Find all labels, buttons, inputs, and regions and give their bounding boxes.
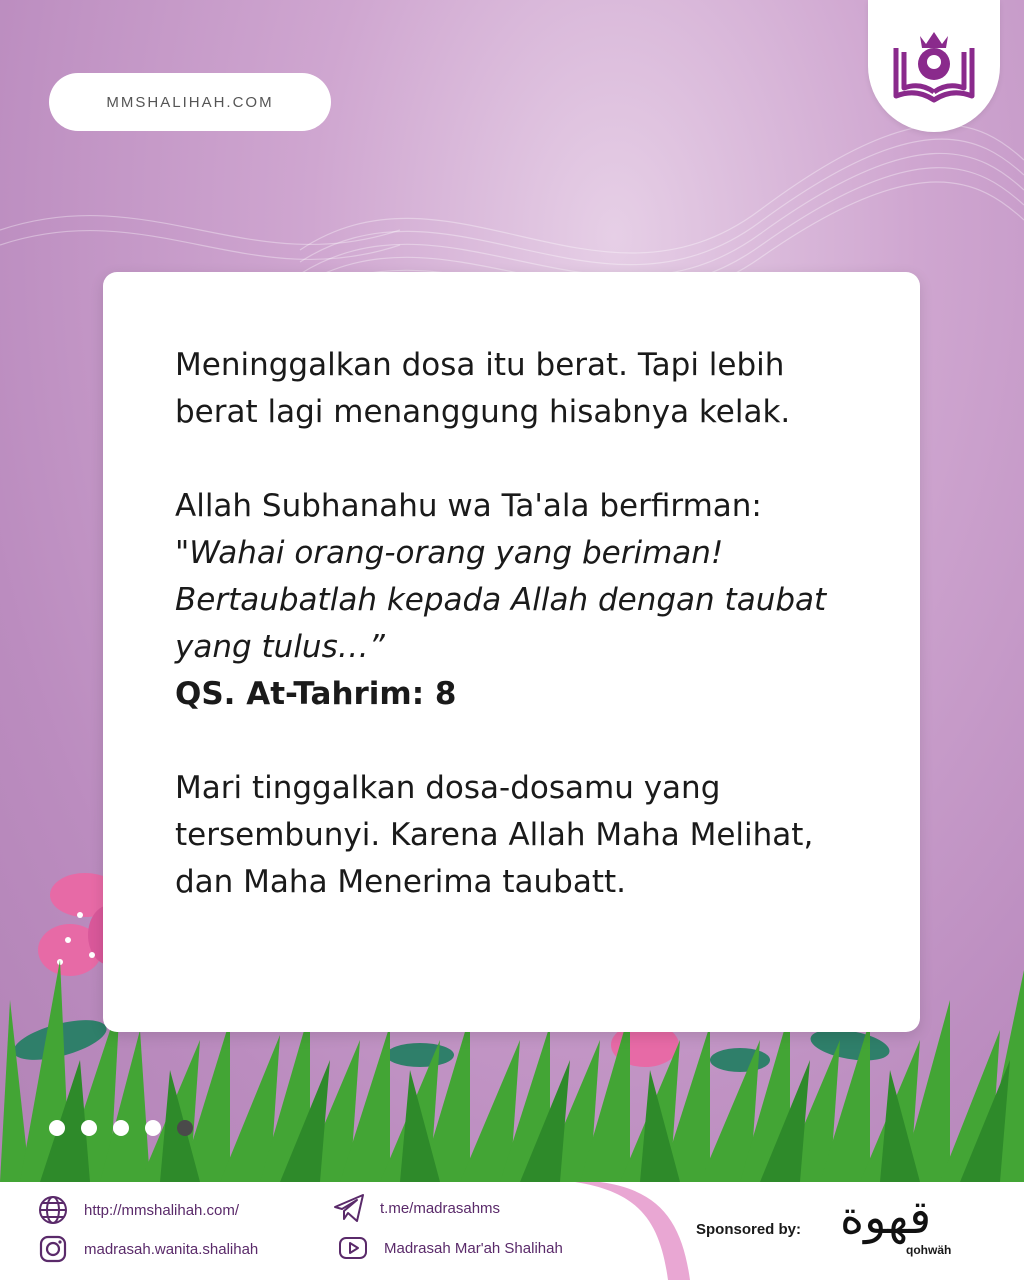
page-dot-2[interactable]: [81, 1120, 97, 1136]
globe-icon: [36, 1193, 70, 1227]
closing-paragraph: Mari tinggalkan dosa-dosamu yang tersembunyi. Karena Allah Maha Melihat, dan Maha Menerima taubatt.: [175, 770, 814, 900]
carousel-pagination: [49, 1120, 193, 1136]
telegram-icon: [332, 1191, 366, 1225]
instagram-icon: [36, 1232, 70, 1266]
youtube-icon: [336, 1231, 370, 1265]
footer-telegram[interactable]: [332, 1191, 500, 1225]
intro-paragraph: Meninggalkan dosa itu berat. Tapi lebih berat lagi menanggung hisabnya kelak.: [175, 347, 791, 430]
page-dot-1[interactable]: [49, 1120, 65, 1136]
telegram-link[interactable]: t.me/madrasahms: [380, 1199, 501, 1217]
page-dot-4[interactable]: [145, 1120, 161, 1136]
brand-logo-badge: [868, 0, 1000, 132]
quote-reference: QS. At-Tahrim: 8: [175, 676, 457, 712]
instagram-handle[interactable]: madrasah.wanita.shalihah: [84, 1240, 259, 1258]
page-dot-3[interactable]: [113, 1120, 129, 1136]
sponsor-logo-script: قهوة: [840, 1190, 932, 1244]
site-url-pill[interactable]: [49, 73, 331, 131]
page-dot-5-active[interactable]: [177, 1120, 193, 1136]
footer-website[interactable]: [36, 1193, 239, 1227]
footer-youtube[interactable]: [336, 1231, 563, 1265]
quote-open-mark: ": [175, 535, 190, 571]
footer-instagram[interactable]: [36, 1232, 258, 1266]
firman-intro: Allah Subhanahu wa Ta'ala berfirman:: [175, 488, 762, 524]
book-crown-logo-icon: [886, 18, 982, 114]
site-url-label: MMSHALIHAH.COM: [106, 93, 274, 111]
quran-quote: [175, 530, 865, 671]
card-text-block: [175, 342, 865, 906]
quote-card: [103, 272, 920, 1032]
website-link[interactable]: http://mmshalihah.com/: [84, 1201, 240, 1219]
sponsor-label: Sponsored by:: [696, 1221, 802, 1238]
quote-text: Wahai orang-orang yang beriman! Bertaubatlah kepada Allah dengan taubat yang tulus…”: [175, 535, 827, 665]
youtube-channel[interactable]: Madrasah Mar'ah Shalihah: [384, 1239, 563, 1257]
sponsor-name: qohwäh: [906, 1243, 952, 1257]
